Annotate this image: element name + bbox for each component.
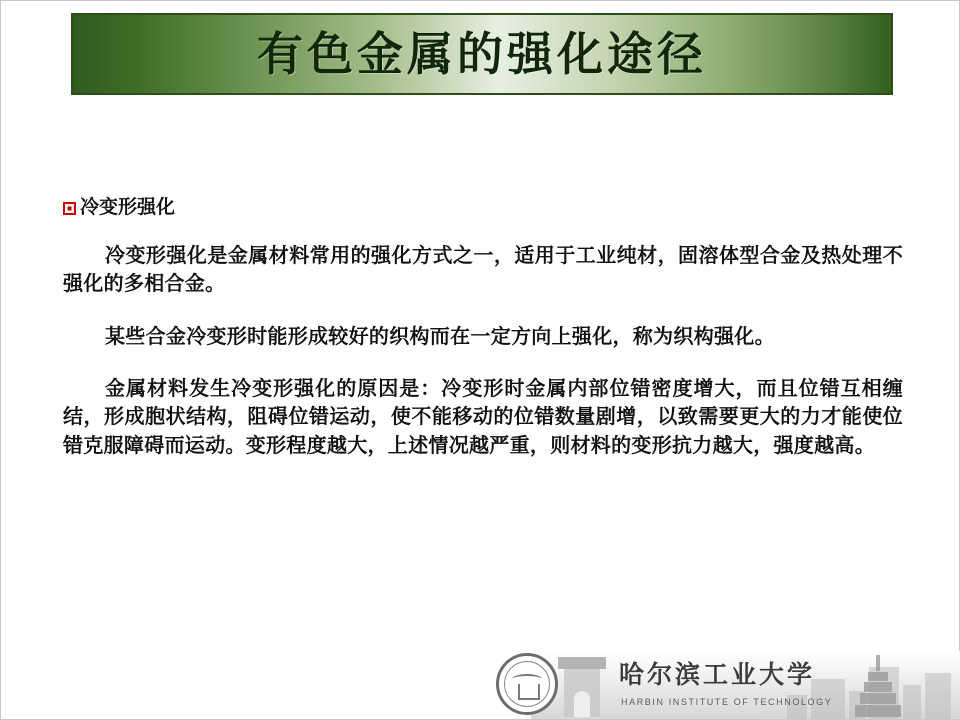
body-paragraph-3: 金属材料发生冷变形强化的原因是：冷变形时金属内部位错密度增大，而且位错互相缠结，形成胞状结构，阻碍位错运动，使不能移动的位错数量剧增，以致需要更大的力才能使位错克服障碍而运动。变形程度越大，上述情况越严重，则材料的变形抗力越大，强度越高。 bbox=[63, 377, 903, 457]
campus-gate-icon bbox=[556, 651, 608, 717]
pagoda-tier bbox=[868, 672, 888, 681]
pagoda-spire bbox=[876, 655, 880, 671]
gate-roof bbox=[558, 657, 606, 669]
gate-arch bbox=[574, 691, 590, 717]
pagoda-tier bbox=[855, 705, 901, 717]
body-paragraph-2: 某些合金冷变形时能形成较好的织构而在一定方向上强化，称为织构强化。 bbox=[105, 325, 775, 348]
pagoda-tier bbox=[864, 682, 892, 692]
pagoda-icon bbox=[851, 655, 905, 717]
slide-body bbox=[63, 197, 903, 460]
bullet-heading bbox=[63, 197, 903, 220]
square-bullet-icon bbox=[63, 202, 76, 215]
bullet-heading-label: 冷变形强化 bbox=[80, 197, 176, 218]
page-title: 有色金属的强化途径 bbox=[257, 27, 707, 81]
pagoda-tier bbox=[860, 693, 896, 704]
slide-title-banner bbox=[71, 13, 893, 95]
skyline-building bbox=[925, 673, 951, 719]
skyline-building bbox=[903, 685, 921, 719]
seal-emblem bbox=[504, 661, 550, 707]
university-seal-icon bbox=[496, 653, 558, 715]
body-paragraph-1: 冷变形强化是金属材料常用的强化方式之一，适用于工业纯材，固溶体型合金及热处理不强化的多相合金。 bbox=[63, 244, 903, 296]
university-name-cn: 哈尔滨工业大学 bbox=[619, 660, 816, 689]
university-name-en: HARBIN INSTITUTE OF TECHNOLOGY bbox=[621, 697, 833, 707]
slide-footer bbox=[1, 649, 960, 719]
